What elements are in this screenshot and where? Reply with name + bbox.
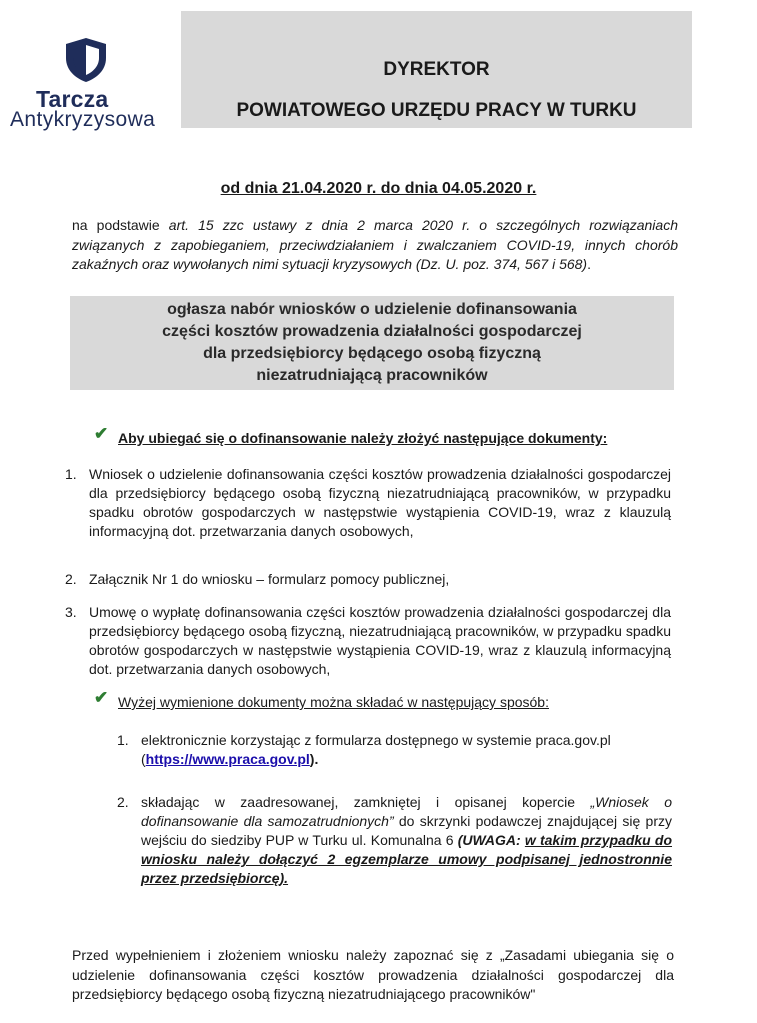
shield-icon [63,36,109,84]
basis-italic-3: zakaźnych oraz wywołanych nimi sytuacji kryzysowych (Dz. U. poz. 374, 567 i 568) [72,256,588,272]
submission-text-a: składając w zaadresowanej, zamkniętej i opisanej kopercie [141,794,591,810]
list-item-number: 3. [65,604,77,620]
announcement-line2: części kosztów prowadzenia działalności gospodarczej [162,323,582,340]
warning-open: (UWAGA: [457,832,525,848]
legal-basis [72,216,678,275]
footer-note: Przed wypełnieniem i złożeniem wniosku należy zapoznać się z „Zasadami ubiegania się o udzielenie dofinansowania części kosztów prowadzenia działalności gospodarczej dla przedsiębiorcy będącego osobą fizyczną niezatrudniającego pracowników" [72,947,674,1002]
basis-prefix: na podstawie [72,217,169,233]
list-item [65,570,671,589]
submission-text: elektronicznie korzystając z formularza dostępnego w systemie praca.gov.pl [141,732,611,748]
praca-gov-link[interactable]: https://www.praca.gov.pl [145,751,310,767]
checkmark-icon: ✔ [94,424,109,443]
date-range: od dnia 21.04.2020 r. do dnia 04.05.2020 r. [220,180,537,197]
submission-item [117,793,673,888]
list-item-text: Załącznik Nr 1 do wniosku – formularz pomocy publicznej, [89,571,450,587]
logo-line1: Tarcza [36,86,109,112]
announcement-line3: dla przedsiębiorcy będącego osobą fizyczną [203,345,541,362]
list-item-number: 2. [117,794,129,810]
announcement-box [70,296,674,390]
list-item-text: Wniosek o udzielenie dofinansowania części kosztów prowadzenia działalności gospodarczej dla przedsiębiorcy będącego osobą fizyczną niezatrudniającą pracowników, w przypadku spadku obrotów gospodarczych w następstwie wystąpienia COVID-19, wraz z klauzulą informacyjną dot. przetwarzania danych osobowych, [89,466,671,539]
basis-suffix: . [587,256,591,272]
paren-open: ( [141,751,146,767]
warning-close: ). [279,870,289,886]
header-title: DYREKTOR [383,59,490,80]
tarcza-logo [8,36,170,132]
submission-text-b: do skrzynki podawczej znajdującej się przy wejściu do siedziby PUP w Turku ul. Komunalna 6 [141,813,672,848]
announcement-line1: ogłasza nabór wniosków o udzielenie dofinansowania [167,301,577,318]
warning-text: w takim przypadku do wniosku należy dołączyć 2 egzemplarze umowy podpisanej jednostronnie przez przedsiębiorcę [141,832,673,886]
submission-item [117,731,672,769]
header-subtitle: POWIATOWEGO URZĘDU PRACY W TURKU [236,100,637,121]
list-item-number: 1. [65,466,77,482]
list-item-number: 2. [65,571,77,587]
submission-heading: Wyżej wymienione dokumenty można składać w następujący sposób: [118,694,549,710]
paren-close: ). [309,751,319,767]
checkmark-icon: ✔ [94,688,109,707]
list-item [65,465,671,541]
list-item [65,603,671,679]
header-box [181,11,692,128]
logo-line2: Antykryzysowa [10,108,156,131]
announcement-line4: niezatrudniającą pracowników [256,367,488,384]
basis-italic-2: związanych z zapobieganiem, przeciwdziałaniem i zwalczaniem COVID-19, innych chorób [72,236,678,253]
basis-italic-1: art. 15 zzc ustawy z dnia 2 marca 2020 r. o szczególnych rozwiązaniach [168,217,678,233]
list-item-text: Umowę o wypłatę dofinansowania części kosztów prowadzenia działalności gospodarczej dla przedsiębiorcy będącego osobą fizyczną, niezatrudniającą pracowników, w przypadku spadku obrotów gospodarczych w następstwie wystąpienia COVID-19, wraz z klauzulą informacyjną dot. przetwarzania danych osobowych, [89,604,671,677]
documents-heading: Aby ubiegać się o dofinansowanie należy złożyć następujące dokumenty: [118,430,608,446]
envelope-label: „Wniosek o dofinansowanie dla samozatrudnionych” [141,794,672,829]
list-item-number: 1. [117,732,129,748]
